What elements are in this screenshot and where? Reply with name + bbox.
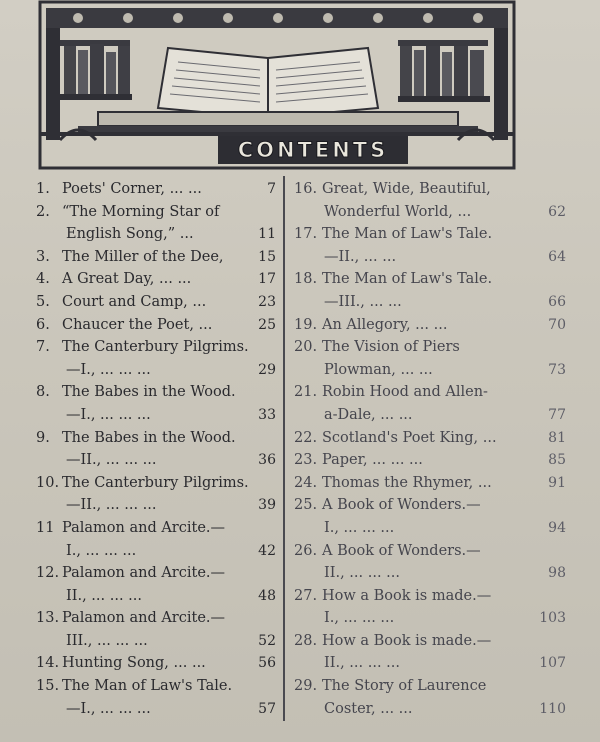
toc-entry-title: Wonderful World, ... bbox=[324, 203, 472, 220]
toc-entry-line bbox=[36, 336, 276, 359]
left-column bbox=[36, 178, 276, 720]
toc-entry-page: 110 bbox=[539, 700, 566, 717]
toc-entry-line bbox=[294, 494, 566, 517]
toc-entry bbox=[294, 630, 566, 675]
toc-entry-title: Palamon and Arcite.— bbox=[62, 565, 226, 582]
toc-entry-page: 77 bbox=[548, 406, 566, 423]
toc-entry-number: 20. bbox=[294, 339, 318, 356]
toc-entry-title: Robin Hood and Allen- bbox=[322, 384, 488, 401]
toc-entry bbox=[36, 607, 276, 652]
toc-entry-title: A Book of Wonders.— bbox=[322, 542, 481, 559]
toc-entry-number: 16. bbox=[294, 181, 318, 197]
toc-entry-number: 17. bbox=[294, 226, 318, 243]
toc-entry-number: 23. bbox=[294, 452, 318, 469]
toc-entry bbox=[294, 585, 566, 630]
toc-entry-title: Chaucer the Poet, ... bbox=[62, 316, 213, 333]
toc-entry-line bbox=[294, 246, 566, 269]
toc-entry-line bbox=[36, 314, 276, 337]
toc-entry-line bbox=[36, 268, 276, 291]
toc-entry bbox=[36, 291, 276, 314]
toc-entry-title: III., ... ... ... bbox=[66, 632, 148, 649]
toc-entry-line bbox=[36, 562, 276, 585]
toc-entry-title: —I., ... ... ... bbox=[66, 361, 151, 378]
toc-entry-number: 19. bbox=[294, 316, 318, 333]
toc-entry bbox=[36, 246, 276, 269]
toc-entry-line bbox=[294, 472, 566, 495]
toc-entry-title: An Allegory, ... ... bbox=[322, 316, 448, 333]
toc-entry-page: 42 bbox=[258, 542, 276, 559]
toc-entry-line bbox=[36, 291, 276, 314]
toc-entry-page: 85 bbox=[548, 452, 566, 469]
toc-entry bbox=[294, 449, 566, 472]
toc-entry-page: 62 bbox=[548, 203, 566, 220]
toc-entry bbox=[36, 201, 276, 246]
toc-entry-page: 57 bbox=[258, 700, 276, 717]
toc-entry-number: 8. bbox=[36, 384, 50, 401]
toc-entry bbox=[36, 336, 276, 381]
toc-entry-line bbox=[36, 652, 276, 675]
toc-entry bbox=[36, 268, 276, 291]
toc-entry-title: The Babes in the Wood. bbox=[62, 384, 236, 401]
toc-entry-number: 5. bbox=[36, 293, 50, 310]
toc-entry-page: 52 bbox=[258, 632, 276, 649]
toc-entry-line bbox=[36, 472, 276, 495]
toc-entry-page: 11 bbox=[258, 226, 276, 243]
toc-entry-title: The Canterbury Pilgrims. bbox=[62, 339, 249, 356]
toc-entry-line bbox=[294, 517, 566, 540]
toc-entry-title: The Miller of the Dee, bbox=[62, 248, 224, 265]
toc-entry-number: 10. bbox=[36, 474, 60, 491]
toc-entry-title: A Great Day, ... ... bbox=[62, 271, 192, 288]
toc-entry-title: The Man of Law's Tale. bbox=[322, 271, 493, 288]
toc-entry-page: 29 bbox=[258, 361, 276, 378]
toc-entry-title: Palamon and Arcite.— bbox=[62, 610, 226, 627]
toc-entry-line bbox=[36, 675, 276, 698]
toc-entry-line bbox=[36, 698, 276, 721]
toc-entry-page: 70 bbox=[548, 316, 566, 333]
toc-entry-page: 91 bbox=[548, 474, 566, 491]
toc-entry-title: The Vision of Piers bbox=[322, 339, 460, 356]
toc-entry-line bbox=[36, 540, 276, 563]
toc-entry bbox=[36, 652, 276, 675]
toc-entry-title: Thomas the Rhymer, ... bbox=[322, 474, 492, 491]
toc-entry bbox=[294, 427, 566, 450]
toc-entry-title: Scotland's Poet King, ... bbox=[322, 429, 497, 446]
toc-entry-line bbox=[294, 698, 566, 721]
toc-entry-title: Court and Camp, ... bbox=[62, 293, 207, 310]
toc-entry-title: “The Morning Star of bbox=[62, 203, 220, 220]
toc-entry-title: Plowman, ... ... bbox=[324, 361, 433, 378]
toc-entry bbox=[294, 675, 566, 720]
toc-entry-line bbox=[36, 630, 276, 653]
toc-entry-line bbox=[294, 359, 566, 382]
toc-entry-line bbox=[294, 381, 566, 404]
toc-entry-line bbox=[294, 268, 566, 291]
toc-entry-title: Coster, ... ... bbox=[324, 700, 413, 717]
toc-entry bbox=[294, 268, 566, 313]
toc-entry-line bbox=[294, 427, 566, 450]
toc-entry-title: II., ... ... ... bbox=[324, 655, 400, 672]
toc-entry-line bbox=[36, 427, 276, 450]
toc-entry-line bbox=[294, 291, 566, 314]
toc-entry-title: The Story of Laurence bbox=[322, 678, 487, 695]
toc-entry-title: Poets' Corner, ... ... bbox=[62, 181, 202, 197]
toc-entry-title: A Book of Wonders.— bbox=[322, 497, 481, 514]
toc-entry-number: 3. bbox=[36, 248, 50, 265]
toc-entry-page: 36 bbox=[258, 452, 276, 469]
toc-entry bbox=[36, 562, 276, 607]
toc-entry-page: 39 bbox=[258, 497, 276, 514]
toc-entry-line bbox=[294, 540, 566, 563]
toc-entry-line bbox=[36, 585, 276, 608]
toc-entry-number: 15. bbox=[36, 678, 60, 695]
toc-entry bbox=[294, 314, 566, 337]
toc-entry-number: 1. bbox=[36, 181, 50, 197]
toc-entry bbox=[36, 472, 276, 517]
toc-entry-page: 73 bbox=[548, 361, 566, 378]
toc-entry-number: 22. bbox=[294, 429, 318, 446]
toc-entry-page: 107 bbox=[539, 655, 566, 672]
toc-entry-line bbox=[36, 381, 276, 404]
toc-entry-number: 25. bbox=[294, 497, 318, 514]
toc-entry bbox=[294, 540, 566, 585]
toc-entry-number: 9. bbox=[36, 429, 50, 446]
toc-entry-line bbox=[294, 630, 566, 653]
toc-entry-number: 4. bbox=[36, 271, 50, 288]
toc-entry bbox=[294, 223, 566, 268]
toc-entry-page: 64 bbox=[548, 248, 566, 265]
toc-entry-title: How a Book is made.— bbox=[322, 632, 492, 649]
toc-entry-line bbox=[294, 585, 566, 608]
toc-entry bbox=[36, 381, 276, 426]
toc-entry-page: 103 bbox=[539, 610, 566, 627]
toc-entry bbox=[36, 517, 276, 562]
toc-entry-line bbox=[294, 404, 566, 427]
column-divider bbox=[283, 176, 285, 721]
toc-entry bbox=[36, 427, 276, 472]
toc-entry-page: 56 bbox=[258, 655, 276, 672]
toc-entry-title: How a Book is made.— bbox=[322, 587, 492, 604]
toc-entry-line bbox=[36, 246, 276, 269]
toc-entry-line bbox=[36, 517, 276, 540]
toc-entry-page: 17 bbox=[258, 271, 276, 288]
toc-entry-number: 24. bbox=[294, 474, 318, 491]
toc-entry bbox=[294, 381, 566, 426]
toc-entry-page: 15 bbox=[258, 248, 276, 265]
toc-entry-line bbox=[294, 201, 566, 224]
toc-entry-line bbox=[36, 449, 276, 472]
toc-entry-page: 25 bbox=[258, 316, 276, 333]
toc-entry-number: 29. bbox=[294, 678, 318, 695]
toc-entry-page: 81 bbox=[548, 429, 566, 446]
toc-entry-page: 7 bbox=[267, 181, 276, 197]
toc-entry-number: 21. bbox=[294, 384, 318, 401]
toc-entry bbox=[36, 314, 276, 337]
toc-entry bbox=[294, 178, 566, 223]
toc-entry-title: The Canterbury Pilgrims. bbox=[62, 474, 249, 491]
toc-entry-line bbox=[294, 314, 566, 337]
toc-entry-title: II., ... ... ... bbox=[66, 587, 142, 604]
toc-entry-number: 14. bbox=[36, 655, 60, 672]
toc-entry-title: English Song,” ... bbox=[66, 226, 194, 243]
toc-entry-title: The Man of Law's Tale. bbox=[62, 678, 233, 695]
toc-entry-line bbox=[294, 675, 566, 698]
toc-entry-title: The Man of Law's Tale. bbox=[322, 226, 493, 243]
contents-title: CONTENTS bbox=[218, 136, 408, 164]
toc-entry bbox=[294, 472, 566, 495]
toc-entry-line bbox=[294, 607, 566, 630]
toc-entry bbox=[36, 178, 276, 201]
header-illustration bbox=[38, 0, 516, 170]
toc-entry-title: —II., ... ... bbox=[324, 248, 397, 265]
toc-entry-number: 18. bbox=[294, 271, 318, 288]
toc-entry-line bbox=[36, 404, 276, 427]
toc-entry-page: 33 bbox=[258, 406, 276, 423]
toc-entry-number: 11 bbox=[36, 519, 55, 536]
toc-entry-line bbox=[36, 201, 276, 224]
toc-entry-number: 6. bbox=[36, 316, 50, 333]
toc-entry-page: 98 bbox=[548, 565, 566, 582]
toc-entry-number: 28. bbox=[294, 632, 318, 649]
toc-entry-title: —II., ... ... ... bbox=[66, 452, 157, 469]
toc-entry-line bbox=[36, 223, 276, 246]
toc-entry-line bbox=[36, 359, 276, 382]
toc-entry-title: Great, Wide, Beautiful, bbox=[322, 181, 491, 197]
toc-entry bbox=[294, 494, 566, 539]
right-column bbox=[294, 178, 566, 720]
toc-entry-line bbox=[294, 178, 566, 201]
toc-entry-title: Hunting Song, ... ... bbox=[62, 655, 206, 672]
toc-entry bbox=[36, 675, 276, 720]
toc-entry-title: —II., ... ... ... bbox=[66, 497, 157, 514]
toc-entry-number: 26. bbox=[294, 542, 318, 559]
toc-entry-line bbox=[294, 223, 566, 246]
toc-entry-page: 94 bbox=[548, 519, 566, 536]
toc-entry-line bbox=[294, 562, 566, 585]
toc-entry-page: 66 bbox=[548, 293, 566, 310]
toc-entry-number: 12. bbox=[36, 565, 60, 582]
toc-entry-line bbox=[36, 494, 276, 517]
toc-entry-line bbox=[36, 607, 276, 630]
toc-entry-title: a-Dale, ... ... bbox=[324, 406, 413, 423]
toc-entry-title: I., ... ... ... bbox=[324, 519, 395, 536]
toc-entry-page: 48 bbox=[258, 587, 276, 604]
toc-entry-page: 23 bbox=[258, 293, 276, 310]
toc-entry-title: —I., ... ... ... bbox=[66, 700, 151, 717]
toc-entry-title: —I., ... ... ... bbox=[66, 406, 151, 423]
toc-entry-line bbox=[36, 178, 276, 201]
toc-entry-title: —III., ... ... bbox=[324, 293, 402, 310]
toc-entry-number: 13. bbox=[36, 610, 60, 627]
toc-entry bbox=[294, 336, 566, 381]
toc-entry-title: Paper, ... ... ... bbox=[322, 452, 423, 469]
toc-entry-number: 2. bbox=[36, 203, 50, 220]
toc-entry-title: Palamon and Arcite.— bbox=[62, 519, 226, 536]
toc-entry-title: II., ... ... ... bbox=[324, 565, 400, 582]
toc-entry-number: 7. bbox=[36, 339, 50, 356]
toc-entry-line bbox=[294, 449, 566, 472]
toc-entry-line bbox=[294, 336, 566, 359]
toc-entry-line bbox=[294, 652, 566, 675]
toc-entry-title: I., ... ... ... bbox=[66, 542, 137, 559]
toc-entry-title: The Babes in the Wood. bbox=[62, 429, 236, 446]
toc-entry-number: 27. bbox=[294, 587, 318, 604]
toc-entry-title: I., ... ... ... bbox=[324, 610, 395, 627]
